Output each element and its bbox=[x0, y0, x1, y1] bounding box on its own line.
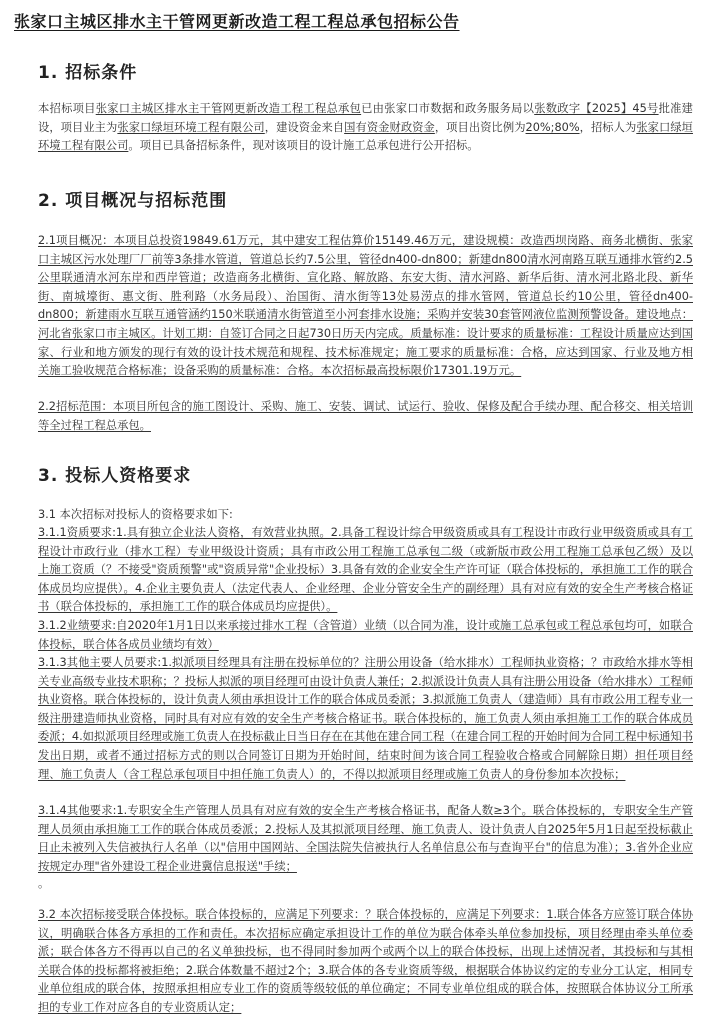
approval-number: 张数政字【2025】45号 bbox=[534, 102, 659, 115]
qualification-intro: 3.1 本次招标对投标人的资格要求如下: bbox=[38, 508, 233, 521]
qualification-requirements bbox=[38, 524, 693, 617]
document-title: 张家口主城区排水主干管网更新改造工程工程总承包招标公告 bbox=[14, 12, 460, 31]
s1-text-1: 已由张家口市数据和政务服务局以 bbox=[361, 102, 535, 115]
section-3-heading: 3. 投标人资格要求 bbox=[38, 466, 192, 486]
other-requirements bbox=[38, 802, 693, 876]
section-1-heading: 1. 招标条件 bbox=[38, 63, 138, 83]
s1-text-2: 批准建设，项目业主为 bbox=[38, 102, 693, 134]
other-requirements-text: 3.1.4其他要求:1.专职安全生产管理人员具有对应有效的安全生产考核合格证书，配备人数≥3个。联合体投标的，专职安全生产管理人员须由承担施工工作的联合体成员委派；2.投标人及其拟派项目经理、施工负责人、设计负责人自2025年5月1日起至投标截止日止未被列入失信被执行人名单（以"信用中国网站、全国法院失信被执行人名单信息公布与查询平台"的信息为准）；3.省外企业应按规定办理"省外建设工程企业进冀信息报送"手续； bbox=[38, 804, 693, 873]
performance-requirements bbox=[38, 617, 693, 654]
joint-venture-requirements bbox=[38, 906, 693, 1018]
section-1-paragraph bbox=[38, 100, 693, 156]
section-2-scope bbox=[38, 398, 693, 435]
section-2-heading: 2. 项目概况与招标范围 bbox=[38, 191, 228, 211]
joint-venture-text: 3.2 本次招标接受联合体投标。联合体投标的，应满足下列要求：？联合体投标的，应满足下列要求：1.联合体各方应签订联合体协议，明确联合体各方承担的工作和责任。本次招标应确定承担设计工作的单位为联合体牵头单位参加投标，项目经理由牵头单位委派；联合体各方不得再以自己的名义单独投标，也不得同时参加两个或两个以上的联合体投标，出现上述情况者，其投标和与其相关联合体的投标都将被拒绝；2.联合体数量不超过2个；3.联合体的各专业资质等级，根据联合体协议约定的专业分工认定，相同专业单位组成的联合体，按照承担相应专业工作的资质等级较低的单位确定；不同专业单位组成的联合体，按照联合体协议分工所承担的专业工作对应各自的专业资质认定； bbox=[38, 908, 693, 1014]
section-2-overview bbox=[38, 232, 693, 381]
s1-text-3: ，建设资金来自 bbox=[264, 120, 345, 134]
qualification-text: 3.1.1资质要求:1.具有独立企业法人资格，有效营业执照。2.具备工程设计综合甲级资质或具有工程设计市政行业甲级资质或具有工程设计市政行业（排水工程）专业甲级设计资质；具有市政公用工程施工总承包二级（或新版市政公用工程施工总承包乙级）及以上施工资质（？不接受"资质预警"或"资质异常"企业投标）3.具备有效的企业安全生产许可证（联合体投标的，承担施工工作的联合体成员均应提供）。4.企业主要负责人（法定代表人、企业经理、企业分管安全生产的副经理）具有对应有效的安全生产考核合格证书（联合体投标的，承担施工工作的联合体成员均应提供）。 bbox=[38, 526, 693, 614]
performance-text: 3.1.2业绩要求:自2020年1月1日以来承接过排水工程（含管道）业绩（以合同为准，设计或施工总承包或工程总承包均可，如联合体投标，联合体各成员业绩均有效） bbox=[38, 619, 693, 651]
s1-text-6: 。项目已具备招标条件，现对该项目的设计施工总承包进行公开招标。 bbox=[128, 139, 479, 153]
s1-text-4: ，项目出资比例为 bbox=[434, 120, 526, 134]
tender-scope-text: 2.2招标范围：本项目所包含的施工图设计、采购、施工、安装、调试、试运行、验收、保修及配合手续办理、配合移交、相关培训等全过程工程总承包。 bbox=[38, 400, 693, 432]
project-name: 张家口主城区排水主干管网更新改造工程工程总承包 bbox=[95, 102, 362, 115]
s1-text-5: ，招标人为 bbox=[579, 120, 637, 134]
project-overview-text: 2.1项目概况：本项目总投资19849.61万元，其中建安工程估算价15149.46万元，建设规模：改造西坝岗路、商务北横街、张家口主城区污水处理厂厂前等3条排水管道，管道总长约7.5公里，管径dn400-dn800；新建dn800清水河南路互联互通排水管约2.5公里联通清水河东岸和西岸管道；改造商务北横街、宣化路、解放路、东安大街、清水河路、新华后街、清水河北路北段、新华街、南城壕街、惠文街、胜利路（水务局段）、治国街、清水街等13处易涝点的排水管网，管道总长约10公里，管径dn400-dn800；新建雨水互联互通管涵约150米联通清水街管道至小河套排水设施；采购并安装30套管网液位监测预警设备。建设地点：河北省张家口市主城区。计划工期：自签订合同之日起730日历天内完成。质量标准：设计要求的质量标准：工程设计质量应达到国家、行业和地方颁发的现行有效的设计技术规范和规程、技术标准规定；施工要求的质量标准：合格，应达到国家、行业及地方相关施工验收规范合格标准；设备采购的质量标准：合格。本次招标最高投标限价17301.19万元。 bbox=[38, 234, 693, 378]
project-owner: 张家口绿垣环境工程有限公司 bbox=[117, 120, 265, 134]
fund-ratio: 20%;80% bbox=[525, 120, 580, 134]
personnel-text: 3.1.3其他主要人员要求:1.拟派项目经理具有注册在投标单位的？注册公用设备（给水排水）工程师执业资格；？市政给水排水等相关专业高级专业技术职称；？投标人拟派的项目经理可由设计负责人兼任；2.拟派设计负责人具有注册公用设备（给水排水）工程师执业资格。联合体投标的，设计负责人须由承担设计工作的联合体成员委派；3.拟派施工负责人（建造师）具有市政公用工程专业一级注册建造师执业资格，同时具有对应有效的安全生产考核合格证书。联合体投标的，施工负责人须由承担施工工作的联合体成员委派；4.如拟派项目经理或施工负责人在投标截止日当日存在在其他在建合同工程（在建合同工程的开始时间为合同工程中标通知书发出日期，或者不通过招标方式的则以合同签订日期为开始时间，结束时间为该合同工程验收合格或合同解除日期）担任项目经理、施工负责人（含工程总承包项目中担任施工负责人）的，不得以拟派项目经理或施工负责人的身份参加本次投标； bbox=[38, 656, 693, 781]
fund-source: 国有资金财政资金 bbox=[344, 120, 435, 134]
s1-prefix: 本招标项目 bbox=[38, 102, 96, 115]
tenderer: 张家口绿垣环境工程有限公司 bbox=[38, 120, 693, 153]
trailing-period: 。 bbox=[38, 877, 50, 890]
personnel-requirements bbox=[38, 654, 693, 784]
